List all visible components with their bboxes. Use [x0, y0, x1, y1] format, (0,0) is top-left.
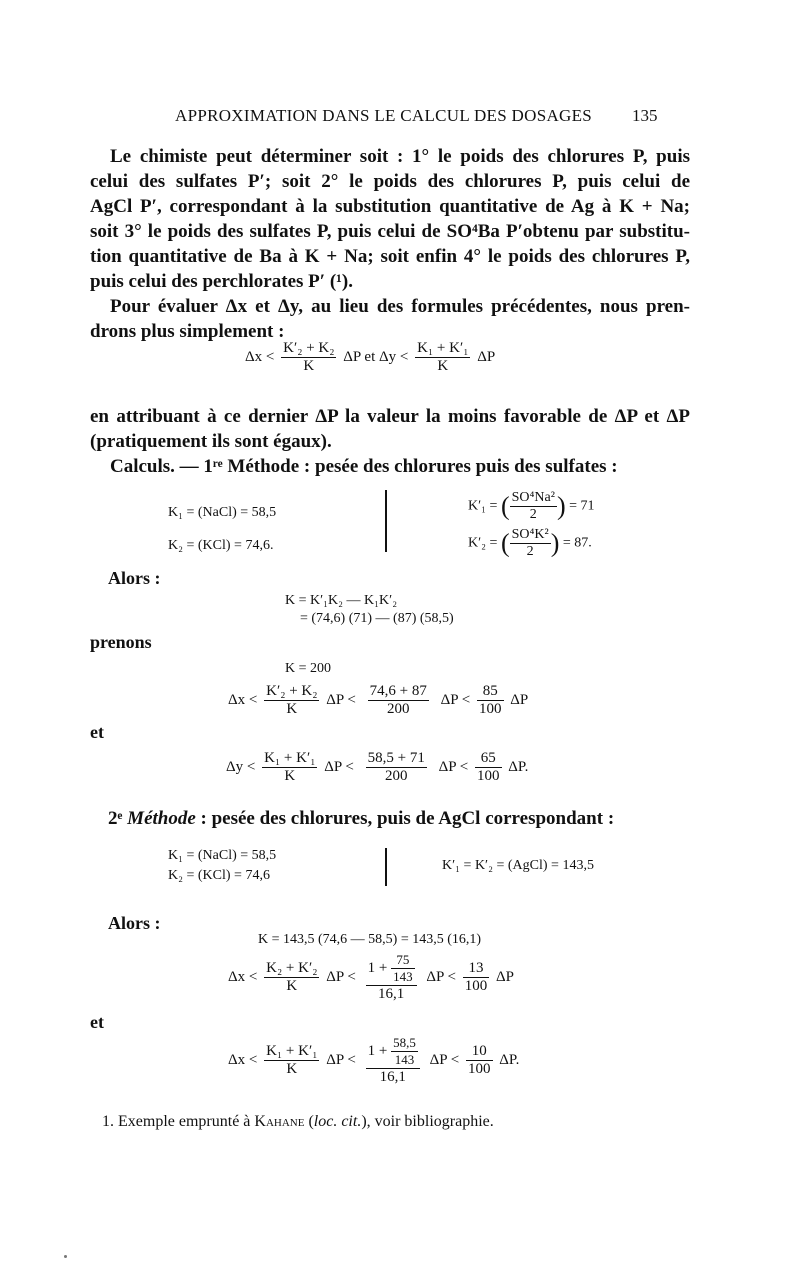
column-divider — [385, 490, 387, 552]
fraction: $\frac{\text{K′₂ + K₂}}{K}$ — [283, 340, 335, 374]
k2-value: K₂ = (KCl) = 74,6. — [168, 538, 274, 553]
dx-inequality-2: Δx < $\frac{\text{K₂ + K′₂}}{K}$ ΔP < 1 + $\frac{75}{143}$ 16,1 ΔP < $\frac{13}{100}$ ΔP — [228, 952, 515, 1002]
text-line: AgCl P′, correspondant à la substitution quantitative de Ag à K + Na; — [90, 196, 690, 217]
k2-prime: K′₂ = ( $\frac{\text{SO⁴K²}}{2}$ ) = 87. — [468, 527, 592, 559]
text-line: (pratiquement ils sont égaux). — [90, 431, 332, 452]
intro-paragraph — [90, 144, 690, 344]
alors-label-2: Alors : — [108, 913, 161, 933]
k-definition-2: K = 143,5 (74,6 — 58,5) = 143,5 (16,1) — [258, 932, 482, 947]
k1-prime: K′₁ = ( $\frac{\text{SO⁴Na²}}{2}$ ) = 71 — [468, 490, 595, 522]
dy-inequality-1: Δy < $\frac{\text{K₁ + K′₁}}{K}$ ΔP < $\frac{58,5 + 71}{200}$ ΔP < $\frac{65}{100}$ ΔP. — [226, 750, 529, 784]
page-number: 135 — [632, 106, 658, 125]
text-line: tion quantitative de Ba à K + Na; soit enfin 4° le poids des chlorures P, — [90, 246, 690, 267]
text-line: Le chimiste peut déterminer soit : 1° le poids des chlorures P, puis — [110, 146, 690, 167]
text-line: en attribuant à ce dernier ΔP la valeur la moins favorable de ΔP et ΔP — [90, 406, 690, 427]
k-prime-agcl: K′₁ = K′₂ = (AgCl) = 143,5 — [442, 858, 594, 873]
text-line: puis celui des perchlorates P′ (¹). — [90, 271, 353, 292]
fraction: $\frac{\text{K₁ + K′₁}}{K}$ — [417, 340, 469, 374]
et-label: et — [90, 722, 104, 742]
method2-title: 2ᵉ Méthode : pesée des chlorures, puis de AgCl correspondant : — [108, 808, 615, 829]
k-value: K = 200 — [285, 661, 332, 676]
running-title: APPROXIMATION DANS LE CALCUL DES DOSAGES — [175, 106, 593, 125]
text-line: drons plus simplement : — [90, 321, 285, 342]
k1-value: K₁ = (NaCl) = 58,5 — [168, 505, 277, 520]
k2-value-2: K₂ = (KCl) = 74,6 — [168, 868, 270, 883]
text-line: Pour évaluer Δx et Δy, au lieu des formules précédentes, nous pren- — [110, 296, 690, 317]
k1-value-2: K₁ = (NaCl) = 58,5 — [168, 848, 277, 863]
column-divider — [385, 848, 387, 886]
scan-speck — [64, 1255, 67, 1258]
footnote: 1. Exemple emprunté à Kahane (loc. cit.), voir bibliographie. — [102, 1113, 494, 1130]
text-line: soit 3° le poids des sulfates P, puis celui de SO⁴Ba P′obtenu par substitu- — [90, 221, 690, 242]
dx-inequality-3: Δx < $\frac{\text{K₁ + K′₁}}{K}$ ΔP < 1 + $\frac{58,5}{143}$ 16,1 ΔP < $\frac{10}{100}$ ΔP. — [228, 1035, 520, 1085]
dx-inequality-1: Δx < $\frac{\text{K′₂ + K₂}}{K}$ ΔP < $\frac{74,6 + 87}{200}$ ΔP < $\frac{85}{100}$ ΔP — [228, 683, 529, 717]
text-line: celui des sulfates P′; soit 2° le poids des chlorures P, puis celui de — [90, 171, 690, 192]
prenons-label: prenons — [90, 632, 152, 652]
k-definition: K = K′₁K₂ — K₁K′₂ — [285, 593, 398, 608]
k-definition-values: = (74,6) (71) — (87) (58,5) — [300, 611, 454, 626]
formula-main: Δx < $\frac{\text{K′₂ + K₂}}{K}$ ΔP et Δy < $\frac{\text{K₁ + K′₁}}{K}$ ΔP — [245, 340, 496, 374]
text-line: Calculs. — 1ʳᵉ Méthode : pesée des chlorures puis des sulfates : — [110, 456, 618, 477]
after-paragraph — [90, 404, 690, 479]
alors-label: Alors : — [108, 568, 161, 588]
et-label-2: et — [90, 1012, 104, 1032]
